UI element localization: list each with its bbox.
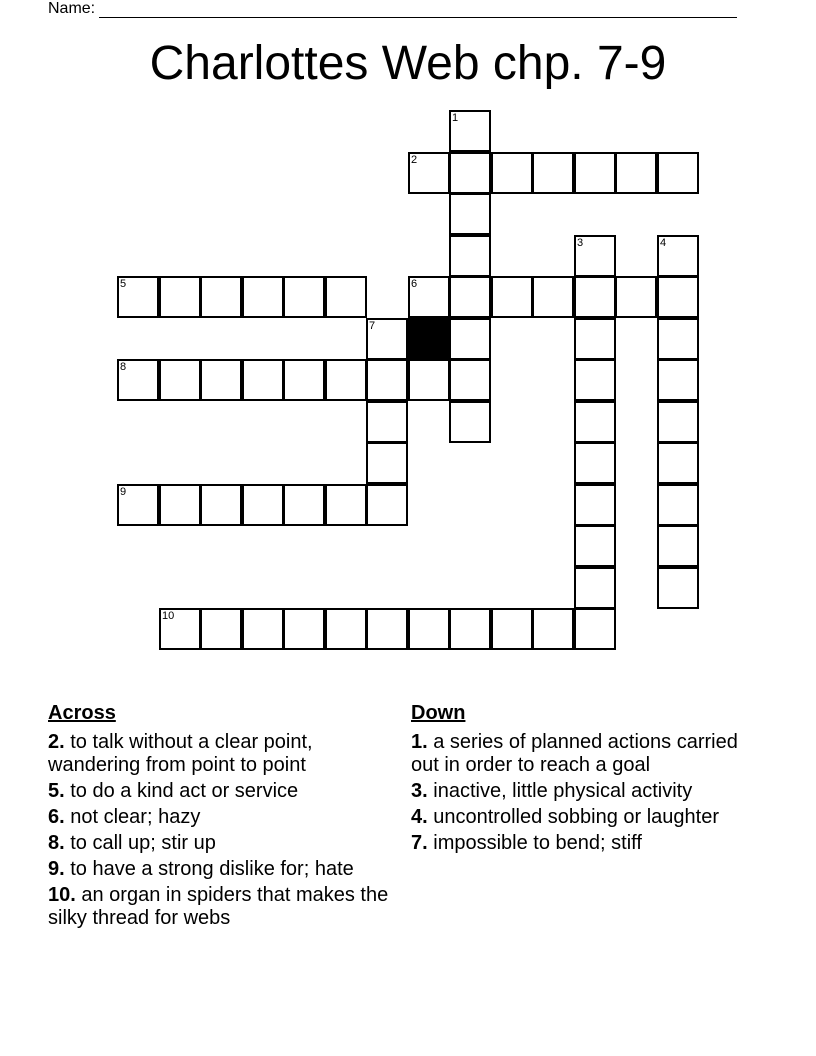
crossword-cell[interactable] xyxy=(657,318,699,360)
crossword-cell[interactable] xyxy=(657,359,699,401)
clue-number-label: 8 xyxy=(120,361,127,373)
clue-text: to do a kind act or service xyxy=(70,780,299,802)
crossword-cell[interactable] xyxy=(159,359,201,401)
clue-number-label: 4 xyxy=(660,237,667,249)
crossword-cell[interactable] xyxy=(283,484,325,526)
crossword-cell[interactable] xyxy=(283,359,325,401)
crossword-cell[interactable] xyxy=(615,152,657,194)
clue-text: to have a strong dislike for; hate xyxy=(70,858,354,880)
crossword-cell[interactable] xyxy=(657,401,699,443)
clue-text: inactive, little physical activity xyxy=(433,780,693,802)
clue-across-8 xyxy=(48,832,398,855)
crossword-cell[interactable] xyxy=(657,442,699,484)
clue-across-5 xyxy=(48,780,398,803)
crossword-cell[interactable] xyxy=(408,608,450,650)
clue-text: to call up; stir up xyxy=(70,832,216,854)
crossword-cell[interactable] xyxy=(574,235,616,277)
clue-number: 7. xyxy=(411,832,428,854)
crossword-cell[interactable] xyxy=(532,152,574,194)
crossword-cell[interactable] xyxy=(159,484,201,526)
crossword-cell[interactable] xyxy=(449,401,491,443)
crossword-cell[interactable] xyxy=(366,608,408,650)
crossword-cell[interactable] xyxy=(283,608,325,650)
clue-text: to talk without a clear point, wandering from point to point xyxy=(48,731,313,776)
crossword-cell[interactable] xyxy=(574,484,616,526)
clue-number: 6. xyxy=(48,806,65,828)
crossword-cell[interactable] xyxy=(657,152,699,194)
clue-across-6 xyxy=(48,806,398,829)
crossword-cell[interactable] xyxy=(657,276,699,318)
crossword-cell[interactable] xyxy=(366,318,408,360)
clue-number: 8. xyxy=(48,832,65,854)
crossword-cell[interactable] xyxy=(657,567,699,609)
crossword-cell[interactable] xyxy=(366,359,408,401)
crossword-cell[interactable] xyxy=(574,276,616,318)
crossword-cell[interactable] xyxy=(449,193,491,235)
clue-across-9 xyxy=(48,858,398,881)
crossword-cell[interactable] xyxy=(117,484,159,526)
crossword-cell[interactable] xyxy=(574,608,616,650)
crossword-cell[interactable] xyxy=(615,276,657,318)
crossword-cell[interactable] xyxy=(200,359,242,401)
crossword-cell[interactable] xyxy=(242,359,284,401)
clue-number-label: 9 xyxy=(120,486,127,498)
crossword-cell[interactable] xyxy=(325,608,367,650)
clue-number-label: 5 xyxy=(120,278,127,290)
crossword-cell[interactable] xyxy=(574,401,616,443)
crossword-cell[interactable] xyxy=(491,608,533,650)
clue-number: 2. xyxy=(48,731,65,753)
clue-number-label: 6 xyxy=(411,278,418,290)
crossword-cell[interactable] xyxy=(242,608,284,650)
crossword-cell[interactable] xyxy=(159,608,201,650)
crossword-cell[interactable] xyxy=(574,152,616,194)
crossword-cell[interactable] xyxy=(449,235,491,277)
crossword-cell[interactable] xyxy=(325,276,367,318)
crossword-cell[interactable] xyxy=(491,276,533,318)
clue-down-4 xyxy=(411,806,761,829)
crossword-cell[interactable] xyxy=(449,152,491,194)
name-label: Name: xyxy=(48,0,96,17)
clue-number: 1. xyxy=(411,731,428,753)
crossword-cell[interactable] xyxy=(532,276,574,318)
clue-down-1 xyxy=(411,731,761,777)
crossword-cell[interactable] xyxy=(200,484,242,526)
clue-number: 9. xyxy=(48,858,65,880)
across-clues xyxy=(48,702,398,933)
crossword-cell[interactable] xyxy=(408,152,450,194)
clue-text: an organ in spiders that makes the silky thread for webs xyxy=(48,884,389,929)
crossword-cell[interactable] xyxy=(449,318,491,360)
crossword-cell[interactable] xyxy=(366,401,408,443)
down-clues xyxy=(411,702,761,858)
crossword-cell[interactable] xyxy=(366,484,408,526)
crossword-cell[interactable] xyxy=(200,608,242,650)
crossword-cell[interactable] xyxy=(657,235,699,277)
clue-number: 4. xyxy=(411,806,428,828)
clue-text: not clear; hazy xyxy=(70,806,201,828)
crossword-cell[interactable] xyxy=(574,567,616,609)
crossword-cell[interactable] xyxy=(200,276,242,318)
crossword-cell[interactable] xyxy=(574,525,616,567)
crossword-cell[interactable] xyxy=(242,276,284,318)
crossword-cell[interactable] xyxy=(408,359,450,401)
crossword-cell[interactable] xyxy=(408,276,450,318)
clue-down-7 xyxy=(411,832,761,855)
crossword-cell[interactable] xyxy=(491,152,533,194)
crossword-cell[interactable] xyxy=(574,359,616,401)
clue-number-label: 10 xyxy=(162,610,175,622)
page-title: Charlottes Web chp. 7-9 xyxy=(149,37,667,90)
clue-number-label: 7 xyxy=(369,320,376,332)
crossword-cell[interactable] xyxy=(574,442,616,484)
clue-down-3 xyxy=(411,780,761,803)
clue-number: 5. xyxy=(48,780,65,802)
clue-across-2 xyxy=(48,731,398,777)
crossword-cell[interactable] xyxy=(325,484,367,526)
crossword-cell[interactable] xyxy=(657,484,699,526)
clue-text: impossible to bend; stiff xyxy=(433,832,642,854)
crossword-cell[interactable] xyxy=(242,484,284,526)
crossword-cell[interactable] xyxy=(449,110,491,152)
crossword-cell[interactable] xyxy=(449,608,491,650)
crossword-cell[interactable] xyxy=(366,442,408,484)
down-heading: Down xyxy=(411,702,466,724)
crossword-cell[interactable] xyxy=(117,359,159,401)
across-heading: Across xyxy=(48,702,116,724)
clue-number-label: 1 xyxy=(452,112,459,124)
clue-number: 3. xyxy=(411,780,428,802)
clue-across-10 xyxy=(48,884,398,930)
crossword-block xyxy=(408,318,450,360)
crossword-cell[interactable] xyxy=(449,276,491,318)
crossword-cell[interactable] xyxy=(574,318,616,360)
clue-number-label: 2 xyxy=(411,154,418,166)
clue-number-label: 3 xyxy=(577,237,584,249)
clue-number: 10. xyxy=(48,884,76,906)
crossword-cell[interactable] xyxy=(159,276,201,318)
clue-text: uncontrolled sobbing or laughter xyxy=(433,806,720,828)
crossword-cell[interactable] xyxy=(657,525,699,567)
crossword-cell[interactable] xyxy=(449,359,491,401)
clue-text: a series of planned actions carried out in order to reach a goal xyxy=(411,731,738,776)
crossword-cell[interactable] xyxy=(325,359,367,401)
crossword-cell[interactable] xyxy=(117,276,159,318)
crossword-cell[interactable] xyxy=(532,608,574,650)
crossword-cell[interactable] xyxy=(283,276,325,318)
